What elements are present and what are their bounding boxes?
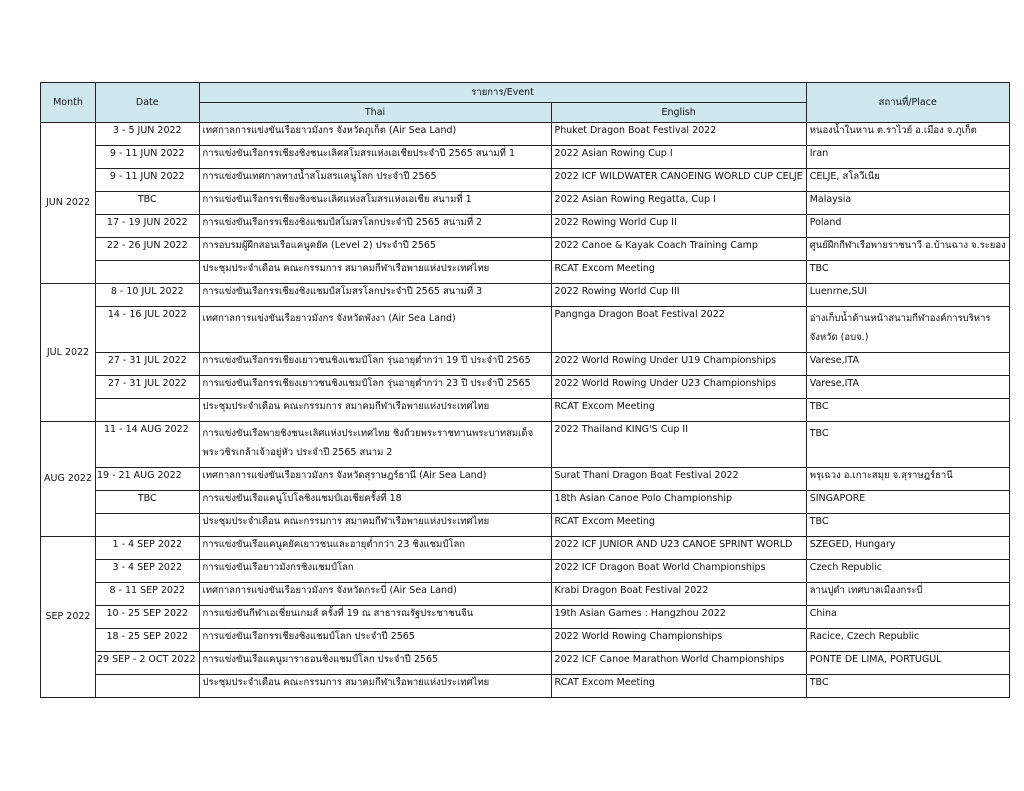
thai-event-cell: การแข่งขันเรือกรรเชียงชิงชนะเลิศแห่งสโมสรแห่งเอเชีย สนามที่ 1	[199, 192, 551, 215]
table-row	[41, 192, 1010, 215]
date-cell	[96, 261, 200, 284]
header-event: รายการ/Event	[199, 83, 806, 103]
english-event-cell: Phuket Dragon Boat Festival 2022	[551, 123, 806, 146]
english-event-cell: 2022 World Rowing Championships	[551, 629, 806, 652]
english-event-cell: Pangnga Dragon Boat Festival 2022	[551, 307, 806, 353]
month-cell: AUG 2022	[41, 422, 96, 537]
table-row	[41, 261, 1010, 284]
thai-event-cell: การแข่งขันเรือกรรเชียงเยาวชนชิงแชมป์โลก รุ่นอายุต่ำกว่า 23 ปี ประจำปี 2565	[199, 376, 551, 399]
date-cell: 29 SEP - 2 OCT 2022	[96, 652, 200, 675]
english-event-cell: 2022 ICF Dragon Boat World Championships	[551, 560, 806, 583]
header-english: English	[551, 103, 806, 123]
place-cell: อ่างเก็บน้ำด้านหน้าสนามกีฬาองค์การบริหารจังหวัด (อบจ.)	[806, 307, 1009, 353]
header-place: สถานที่/Place	[806, 83, 1009, 123]
place-cell: SZEGED, Hungary	[806, 537, 1009, 560]
thai-event-cell: การแข่งขันเรือแคนูมาราธอนชิงแชมป์โลก ประจำปี 2565	[199, 652, 551, 675]
english-event-cell: Krabi Dragon Boat Festival 2022	[551, 583, 806, 606]
date-cell: 22 - 26 JUN 2022	[96, 238, 200, 261]
thai-event-cell: การแข่งขันเรือกรรเชียงชิงแชมป์สโมสรโลกประจำปี 2565 สนามที่ 2	[199, 215, 551, 238]
english-event-cell: RCAT Excom Meeting	[551, 675, 806, 698]
date-cell	[96, 399, 200, 422]
english-event-cell: 2022 ICF WILDWATER CANOEING WORLD CUP CELJE	[551, 169, 806, 192]
date-cell	[96, 675, 200, 698]
date-cell: 9 - 11 JUN 2022	[96, 146, 200, 169]
place-cell: Czech Republic	[806, 560, 1009, 583]
place-cell: Varese,ITA	[806, 353, 1009, 376]
table-row	[41, 215, 1010, 238]
date-cell: 8 - 10 JUL 2022	[96, 284, 200, 307]
date-cell: 27 - 31 JUL 2022	[96, 353, 200, 376]
english-event-cell: 2022 Asian Rowing Regatta, Cup I	[551, 192, 806, 215]
place-cell: TBC	[806, 422, 1009, 468]
thai-event-cell: การแข่งขันเรือพายชิงชนะเลิศแห่งประเทศไทย ชิงถ้วยพระราชทานพระบาทสมเด็จพระวชิรเกล้าเจ้าอยู่หัว ประจำปี 2565 สนาม 2	[199, 422, 551, 468]
place-cell: TBC	[806, 261, 1009, 284]
english-event-cell: RCAT Excom Meeting	[551, 399, 806, 422]
thai-event-cell: การแข่งขันกีฬาเอเชี่ยนเกมส์ ครั้งที่ 19 ณ สาธารณรัฐประชาชนจีน	[199, 606, 551, 629]
header-month: Month	[41, 83, 96, 123]
table-row	[41, 560, 1010, 583]
thai-event-cell: การแข่งขันเรือกรรเชียงชิงชนะเลิศสโมสรแห่งเอเชียประจำปี 2565 สนามที่ 1	[199, 146, 551, 169]
header-thai: Thai	[199, 103, 551, 123]
place-cell: SINGAPORE	[806, 491, 1009, 514]
english-event-cell: 2022 ICF JUNIOR AND U23 CANOE SPRINT WORLD	[551, 537, 806, 560]
thai-event-cell: ประชุมประจำเดือน คณะกรรมการ สมาคมกีฬาเรือพายแห่งประเทศไทย	[199, 675, 551, 698]
table-row	[41, 399, 1010, 422]
table-row	[41, 169, 1010, 192]
date-cell: 10 - 25 SEP 2022	[96, 606, 200, 629]
date-cell: 9 - 11 JUN 2022	[96, 169, 200, 192]
date-cell: 17 - 19 JUN 2022	[96, 215, 200, 238]
place-cell: Poland	[806, 215, 1009, 238]
place-cell: Iran	[806, 146, 1009, 169]
month-cell: SEP 2022	[41, 537, 96, 698]
thai-event-cell: การแข่งขันเรือกรรเชียงชิงแชมป์สโมสรโลกประจำปี 2565 สนามที่ 3	[199, 284, 551, 307]
table-row	[41, 491, 1010, 514]
english-event-cell: 19th Asian Games : Hangzhou 2022	[551, 606, 806, 629]
english-event-cell: 2022 ICF Canoe Marathon World Championships	[551, 652, 806, 675]
english-event-cell: 18th Asian Canoe Polo Championship	[551, 491, 806, 514]
thai-event-cell: เทศกาลการแข่งขันเรือยาวมังกร จังหวัดพังงา (Air Sea Land)	[199, 307, 551, 353]
thai-event-cell: การแข่งขันเรือแคนูคยัคเยาวชนและอายุต่ำกว่า 23 ชิงแชมป์โลก	[199, 537, 551, 560]
table-row	[41, 514, 1010, 537]
thai-event-cell: ประชุมประจำเดือน คณะกรรมการ สมาคมกีฬาเรือพายแห่งประเทศไทย	[199, 261, 551, 284]
place-cell: CELJE, สโลวีเนีย	[806, 169, 1009, 192]
place-cell: พรุเฉวง อ.เกาะสมุย จ.สุราษฎร์ธานี	[806, 468, 1009, 491]
thai-event-cell: ประชุมประจำเดือน คณะกรรมการ สมาคมกีฬาเรือพายแห่งประเทศไทย	[199, 399, 551, 422]
date-cell: 3 - 5 JUN 2022	[96, 123, 200, 146]
table-row	[41, 422, 1010, 468]
english-event-cell: 2022 Rowing World Cup III	[551, 284, 806, 307]
date-cell: 14 - 16 JUL 2022	[96, 307, 200, 353]
place-cell: Luenrne,SUI	[806, 284, 1009, 307]
date-cell	[96, 514, 200, 537]
place-cell: Racice, Czech Republic	[806, 629, 1009, 652]
english-event-cell: Surat Thani Dragon Boat Festival 2022	[551, 468, 806, 491]
english-event-cell: 2022 World Rowing Under U19 Championships	[551, 353, 806, 376]
date-cell: 27 - 31 JUL 2022	[96, 376, 200, 399]
date-cell: 1 - 4 SEP 2022	[96, 537, 200, 560]
table-header	[41, 83, 1010, 123]
month-cell: JUL 2022	[41, 284, 96, 422]
table-row	[41, 353, 1010, 376]
place-cell: China	[806, 606, 1009, 629]
table-row	[41, 583, 1010, 606]
english-event-cell: RCAT Excom Meeting	[551, 261, 806, 284]
table-row	[41, 284, 1010, 307]
thai-event-cell: เทศกาลการแข่งขันเรือยาวมังกร จังหวัดกระบี่ (Air Sea Land)	[199, 583, 551, 606]
date-cell: TBC	[96, 491, 200, 514]
table-row	[41, 537, 1010, 560]
english-event-cell: 2022 Asian Rowing Cup I	[551, 146, 806, 169]
place-cell: TBC	[806, 675, 1009, 698]
date-cell: 3 - 4 SEP 2022	[96, 560, 200, 583]
table-row	[41, 146, 1010, 169]
date-cell: 18 - 25 SEP 2022	[96, 629, 200, 652]
thai-event-cell: เทศกาลการแข่งขันเรือยาวมังกร จังหวัดภูเก็ต (Air Sea Land)	[199, 123, 551, 146]
table-row	[41, 652, 1010, 675]
date-cell: 11 - 14 AUG 2022	[96, 422, 200, 468]
english-event-cell: 2022 Thailand KING'S Cup II	[551, 422, 806, 468]
table-row	[41, 238, 1010, 261]
place-cell: Malaysia	[806, 192, 1009, 215]
english-event-cell: 2022 World Rowing Under U23 Championships	[551, 376, 806, 399]
thai-event-cell: การแข่งขันเรือกรรเชียงชิงแชมป์โลก ประจำปี 2565	[199, 629, 551, 652]
table-row	[41, 307, 1010, 353]
event-calendar-table	[40, 82, 1010, 698]
place-cell: ศูนย์ฝึกกีฬาเรือพายราชนาวี อ.บ้านฉาง จ.ระยอง	[806, 238, 1009, 261]
thai-event-cell: การแข่งขันเรือแคนูโปโลชิงแชมป์เอเชียครั้งที่ 18	[199, 491, 551, 514]
date-cell: TBC	[96, 192, 200, 215]
thai-event-cell: ประชุมประจำเดือน คณะกรรมการ สมาคมกีฬาเรือพายแห่งประเทศไทย	[199, 514, 551, 537]
date-cell: 19 - 21 AUG 2022	[96, 468, 200, 491]
table-body	[41, 123, 1010, 698]
table-row	[41, 468, 1010, 491]
place-cell: ลานปูดำ เทศบาลเมืองกระบี่	[806, 583, 1009, 606]
place-cell: TBC	[806, 399, 1009, 422]
thai-event-cell: การอบรมผู้ฝึกสอนเรือแคนูคยัค (Level 2) ประจำปี 2565	[199, 238, 551, 261]
thai-event-cell: เทศกาลการแข่งขันเรือยาวมังกร จังหวัดสุราษฎร์ธานี (Air Sea Land)	[199, 468, 551, 491]
table-row	[41, 606, 1010, 629]
english-event-cell: RCAT Excom Meeting	[551, 514, 806, 537]
place-cell: TBC	[806, 514, 1009, 537]
thai-event-cell: การแข่งขันเทศกาลทางน้ำสโมสรแคนูโลก ประจำปี 2565	[199, 169, 551, 192]
table-row	[41, 675, 1010, 698]
english-event-cell: 2022 Rowing World Cup II	[551, 215, 806, 238]
month-cell: JUN 2022	[41, 123, 96, 284]
place-cell: PONTE DE LIMA, PORTUGUL	[806, 652, 1009, 675]
table-row	[41, 629, 1010, 652]
english-event-cell: 2022 Canoe & Kayak Coach Training Camp	[551, 238, 806, 261]
table-row	[41, 123, 1010, 146]
thai-event-cell: การแข่งขันเรือยาวมังกรชิงแชมป์โลก	[199, 560, 551, 583]
date-cell: 8 - 11 SEP 2022	[96, 583, 200, 606]
place-cell: Varese,ITA	[806, 376, 1009, 399]
table-row	[41, 376, 1010, 399]
place-cell: หนองน้ำในหาน ต.ราไวย์ อ.เมือง จ.ภูเก็ต	[806, 123, 1009, 146]
header-date: Date	[96, 83, 200, 123]
thai-event-cell: การแข่งขันเรือกรรเชียงเยาวชนชิงแชมป์โลก รุ่นอายุต่ำกว่า 19 ปี ประจำปี 2565	[199, 353, 551, 376]
